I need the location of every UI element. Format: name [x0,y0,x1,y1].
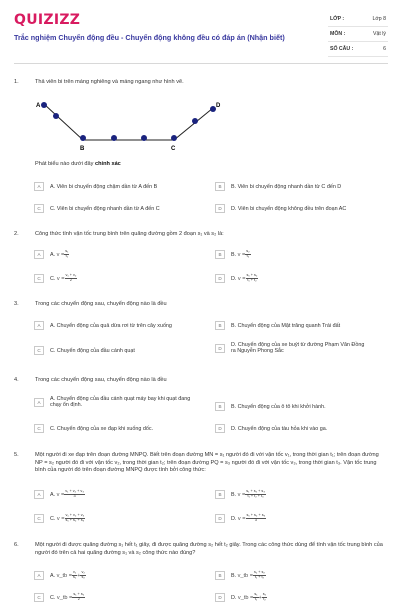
denominator: t₁ + t₂ + t₃ [247,494,264,498]
option-text: D. Chuyển động của xe buýt từ đường Phạm Văn Đồng ra Nguyễn Phong Sắc [231,342,365,354]
fraction [245,490,266,499]
formula-lhs: v = [56,275,65,282]
denominator: t₁ [254,597,258,601]
option-letter[interactable]: C [34,274,44,283]
ball [192,118,198,124]
info-value: Lớp 8 [372,16,386,22]
numerator: s₁ [65,249,69,254]
info-row-subject [328,27,388,42]
numerator: s₁ + s₂ [246,273,258,278]
question-3 [14,301,386,309]
option-text: D. Chuyển động của tàu hỏa khi vào ga. [231,425,328,432]
option-text: C. [50,515,56,522]
question-text: Một người đi được quãng đường s₁ hết t₁ giây, đi được quãng đường s₂ hết t₂ giây. Trong các công thức dùng để tính vận tốc trung bình của người đó trên cả hai quãng đường s₁ và s₂ công thức nào đúng? [35,542,383,556]
fraction [246,514,267,523]
option-text: C. Chuyển động của đầu cánh quạt [50,347,135,354]
option-text: D. Viên bi chuyển động không đều trên đoạn AC [231,205,347,212]
info-key: LỚP : [330,16,345,22]
question-number: 4. [14,377,19,383]
option-text: A. [50,251,56,258]
option-b[interactable] [215,182,341,191]
option-letter[interactable]: B [215,250,225,259]
header-divider [14,63,388,64]
denominator: t₁ [65,254,68,258]
option-text: B. Chuyển động của Mặt trăng quanh Trái đất [231,322,341,329]
option-text: C. [50,275,56,282]
option-letter[interactable]: A [34,182,44,191]
option-letter[interactable]: A [34,250,44,259]
fraction [72,593,85,602]
question-text: Trong các chuyển động sau, chuyển động nào là đều [35,301,167,307]
option-text: A. Chuyển động của quả dừa rơi từ trên cây xuống [50,322,172,329]
question-number: 3. [14,301,19,307]
option-letter[interactable]: D [215,424,225,433]
option-c[interactable] [34,346,135,355]
option-text: B. Chuyển động của ô tô khi khởi hành. [231,403,326,410]
info-key: SỐ CÂU : [330,46,354,52]
point-label-c: C [171,146,176,152]
option-text: B. [231,572,237,579]
numerator: v₁ + v₂ + v₃ [65,489,84,494]
option-text: D. [231,515,237,522]
option-c[interactable] [34,274,77,283]
plus-sign: + [77,572,81,579]
option-text: C. Viên bi chuyển động nhanh dần từ A đến C [50,205,160,212]
point-label-d: D [216,103,221,109]
ball [53,113,59,119]
fraction [64,250,69,259]
option-letter[interactable]: B [215,402,225,411]
option-letter[interactable]: A [34,571,44,580]
option-letter[interactable]: A [34,398,44,407]
question-4 [14,377,386,385]
option-c[interactable] [34,204,160,213]
denominator: 2 [77,597,80,601]
denominator: s₁ + s₂ + s₃ [65,518,85,522]
option-d[interactable] [215,204,346,213]
question-prompt [35,161,386,169]
formula-lhs: v = [237,491,246,498]
denominator: t₂ [246,254,250,258]
formula-lhs: v = [237,251,246,258]
option-letter[interactable]: A [34,490,44,499]
option-letter[interactable]: D [215,204,225,213]
denominator: s₂ [81,575,85,579]
question-6 [14,542,386,557]
info-box [328,12,388,57]
info-row-count [328,42,388,57]
prompt-bold: chính xác [94,161,121,167]
denominator: 3 [254,518,257,522]
option-b[interactable] [215,250,251,259]
formula-lhs: v = [56,515,65,522]
option-d[interactable] [215,593,267,602]
fraction [64,490,85,499]
option-letter[interactable]: B [215,571,225,580]
formula-lhs: v_tb = [237,594,254,601]
question-number: 5. [14,452,19,458]
option-letter[interactable]: D [215,514,225,523]
option-text: A. [50,572,56,579]
option-letter[interactable]: C [34,204,44,213]
option-a[interactable] [34,396,194,408]
numerator: s₁ + s₂ [254,570,265,575]
option-text: C. Chuyển động của xe đạp khi xuống dốc. [50,425,154,432]
incline-figure [30,94,230,154]
option-text: A. [50,491,56,498]
fraction [80,571,85,580]
option-a[interactable] [34,490,85,499]
formula-lhs: v_tb = [56,594,73,601]
question-5 [14,452,386,475]
option-d[interactable] [215,274,258,283]
ball [41,102,47,108]
fraction [253,571,266,580]
numerator: v₁ + v₂ + v₃ [65,513,85,518]
option-text: D. [231,594,237,601]
plus-sign: + [258,594,262,601]
numerator: v₂ [81,570,85,575]
option-a[interactable] [34,250,69,259]
ball [141,135,147,141]
numerator: v₁ + v₂ [65,273,77,278]
formula-lhs: v = [56,491,65,498]
info-key: MÔN : [330,31,346,37]
option-text: D. [231,275,237,282]
question-number: 1. [14,79,19,85]
question-1 [14,79,386,87]
denominator: t₁ + t₂ [254,575,265,579]
info-value: 6 [383,46,386,52]
ball [171,135,177,141]
option-letter[interactable]: D [215,593,225,602]
option-c[interactable] [34,514,85,523]
formula-lhs: v_tb = [56,572,72,579]
denominator: 3 [73,494,76,498]
info-row-class [328,12,388,27]
fraction [245,250,250,259]
numerator: s₂ [262,592,267,597]
fraction [246,274,259,283]
option-a[interactable] [34,571,86,580]
denominator: 2 [69,278,73,282]
option-text: A. Chuyển động của đầu cánh quạt máy bay khi quạt đang chạy ổn định. [50,396,191,408]
option-d[interactable] [215,424,327,433]
option-letter[interactable]: C [34,593,44,602]
ball [111,135,117,141]
question-text: Thả viên bi trên máng nghiêng và máng ngang như hình vẽ. [35,79,184,85]
denominator: t₁ + t₂ [247,278,257,282]
option-b[interactable] [215,571,266,580]
question-text: Công thức tính vận tốc trung bình trên quãng đường gồm 2 đoạn s₁ và s₂ là: [35,231,224,237]
question-number: 2. [14,231,19,237]
formula-lhs: v_tb = [237,572,253,579]
ball [80,135,86,141]
info-value: Vật lý [373,31,386,37]
option-a[interactable] [34,182,157,191]
option-b[interactable] [215,402,326,411]
formula-lhs: v = [237,515,246,522]
option-d[interactable] [215,514,266,523]
denominator: s₁ [73,575,77,579]
numerator: v₁ [73,570,77,575]
option-letter[interactable]: D [215,274,225,283]
question-1-prompt [14,161,386,169]
option-letter[interactable]: D [215,344,225,353]
fraction [65,514,86,523]
point-label-b: B [80,146,85,152]
question-text: Một người đi xe đạp trên đoạn đường MNPQ. Biết trên đoạn đường MN = s₁ người đó đi với vận tốc v₁, trong thời gian t₁; trên đoạn đường NP = s₂ người đó đi với vận tốc v₂, trong thời gian t₂; trên đoạn đường PQ = s₃ người đó đi với vận tốc v₃, trong thời gian t₃. Vận tốc trung bình của người đó trên đoạn đường MNPQ được tính bởi công thức: [35,452,379,474]
option-a[interactable] [34,321,172,330]
denominator: t₂ [263,597,266,601]
option-c[interactable] [34,593,85,602]
option-letter[interactable]: B [215,182,225,191]
option-b[interactable] [215,321,340,330]
option-d[interactable] [215,342,365,354]
option-letter[interactable]: A [34,321,44,330]
option-c[interactable] [34,424,153,433]
numerator: s₁ + s₂ [73,592,85,597]
page-title: Trắc nghiệm Chuyển động đều - Chuyển động không đều có đáp án (Nhận biết) [14,33,285,42]
point-label-a: A [36,103,41,109]
option-b[interactable] [215,490,266,499]
fraction [262,593,267,602]
formula-lhs: v = [237,275,246,282]
option-text: A. Viên bi chuyển động chậm dần từ A đến B [50,183,158,190]
question-text: Trong các chuyển động sau, chuyển động nào là đều [35,377,167,383]
question-number: 6. [14,542,19,548]
option-text: B. Viên bi chuyển động nhanh dần từ C đến D [231,183,342,190]
quizizz-logo: QUIZIZZ [14,12,81,28]
option-letter[interactable]: C [34,424,44,433]
option-letter[interactable]: C [34,514,44,523]
option-text: C. [50,594,56,601]
fraction [65,274,78,283]
question-2 [14,231,386,239]
option-text: B. [231,251,237,258]
option-text: B. [231,491,237,498]
numerator: s₁ [254,592,258,597]
option-letter[interactable]: B [215,490,225,499]
prompt-prefix: Phát biểu nào dưới đây [35,161,95,167]
numerator: s₁ + s₂ + s₃ [246,489,265,494]
numerator: s₂ [246,249,250,254]
numerator: s₁ + s₂ + s₃ [246,513,266,518]
formula-lhs: v = [56,251,65,258]
option-letter[interactable]: C [34,346,44,355]
option-letter[interactable]: B [215,321,225,330]
track-line [44,104,213,140]
